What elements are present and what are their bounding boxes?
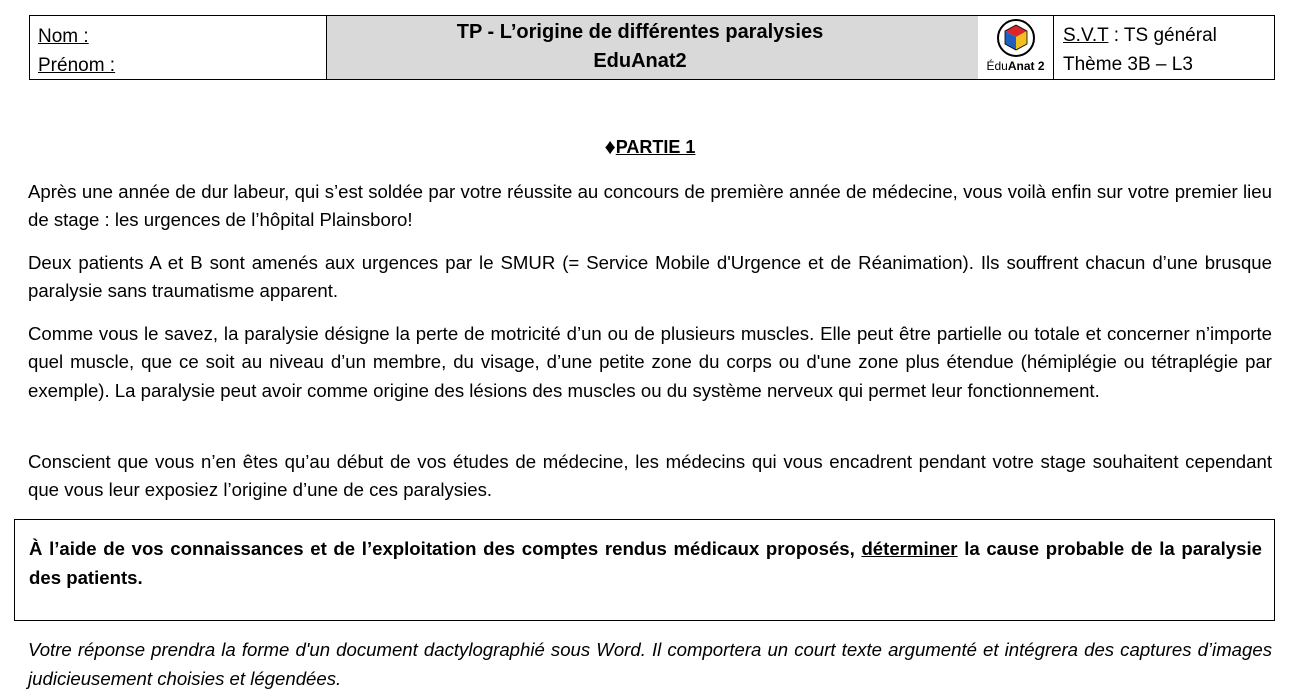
subject-label: S.V.T: [1063, 25, 1109, 46]
subject-cell: [1054, 16, 1274, 79]
diamond-icon: ♦: [604, 134, 616, 159]
task-text-after: la cause probable de la paralysie des patients.: [29, 538, 1262, 588]
part-heading: [0, 134, 1289, 160]
subject-level: : TS général: [1108, 25, 1217, 46]
task-text-before: À l’aide de vos connaissances et de l’exploitation des comptes rendus médicaux proposés,: [29, 538, 862, 559]
paragraph-intro: Après une année de dur labeur, qui s’est soldée par votre réussite au concours de première année de médecine, vous voilà enfin sur votre premier lieu de stage : les urgences de l’hôpital Plainsboro!: [28, 181, 1272, 231]
task-instruction: [29, 534, 1262, 592]
logo-caption-bold: Anat 2: [1007, 59, 1045, 73]
logo-caption-prefix: Édu: [986, 59, 1008, 73]
prenom-label: Prénom :: [38, 55, 116, 76]
task-box: [14, 519, 1275, 621]
part-title: PARTIE 1: [615, 137, 696, 157]
eduanat-logo: [977, 16, 1053, 79]
task-keyword: déterminer: [861, 538, 958, 559]
header-table: [29, 15, 1275, 80]
nom-label: Nom :: [38, 26, 89, 47]
subject-line: [1063, 21, 1274, 50]
paragraph-paralysis-definition: Comme vous le savez, la paralysie désigne la perte de motricité d’un ou de plusieurs muscles. Elle peut être partielle ou totale et concerner n’importe quel muscle, que ce soit au niveau d’un membre, du visage, d’une petite zone du corps ou d'une zone plus étendue (hémiplégie ou tétraplégie par exemple). La paralysie peut avoir comme origine des lésions des muscles ou du système nerveux qui permet leur fonctionnement.: [28, 323, 1272, 401]
theme-line: Thème 3B – L3: [1063, 54, 1193, 75]
document-subtitle: EduAnat2: [593, 49, 687, 72]
document-title: TP - L’origine de différentes paralysies: [456, 20, 824, 43]
paragraph-patients: Deux patients A et B sont amenés aux urgences par le SMUR (= Service Mobile d'Urgence et de Réanimation). Ils souffrent chacun d’une brusque paralysie sans traumatisme apparent.: [28, 252, 1272, 302]
student-identity-cell: [30, 16, 327, 79]
logo-caption: [986, 59, 1044, 73]
answer-format-note: Votre réponse prendra la forme d'un document dactylographié sous Word. Il comportera un court texte argumenté et intégrera des captures d’images judicieusement choisies et légendées.: [28, 639, 1272, 689]
paragraph-context: Conscient que vous n’en êtes qu’au début de vos études de médecine, les médecins qui vous encadrent pendant votre stage souhaitent cependant que vous leur exposiez l’origine d’une de ces paralysies.: [28, 451, 1272, 501]
title-cell: [327, 16, 1054, 79]
eduanat-logo-icon: [995, 18, 1037, 58]
